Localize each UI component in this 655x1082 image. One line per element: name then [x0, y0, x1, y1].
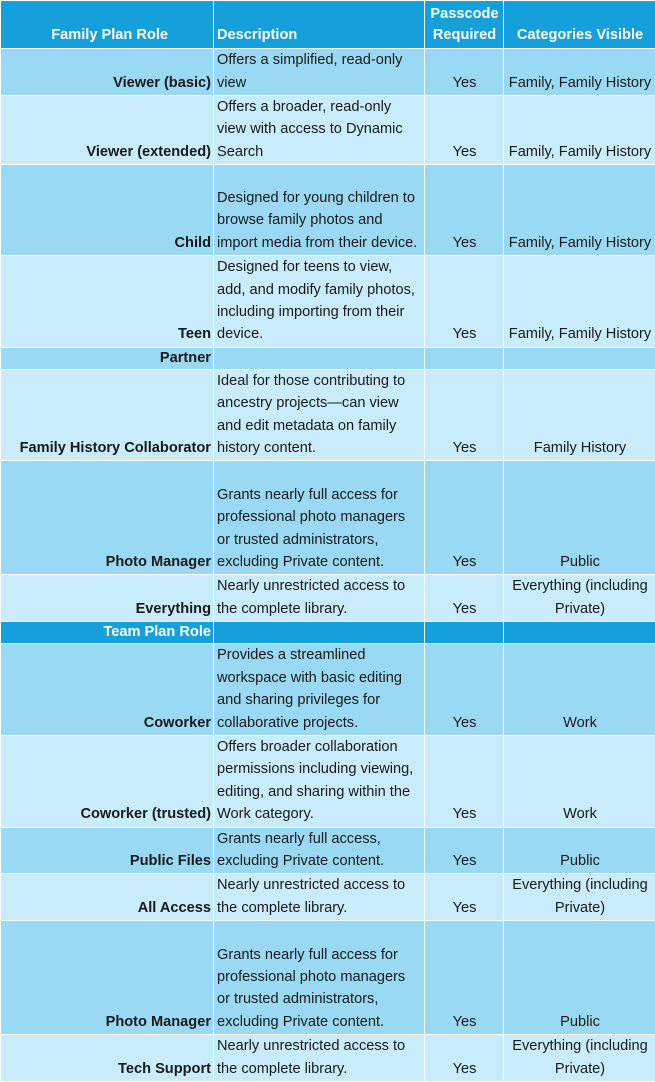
- role-cell: Viewer (basic): [1, 49, 214, 96]
- role-cell: All Access: [1, 874, 214, 921]
- categories-cell: Everything (including Private): [504, 1035, 655, 1082]
- categories-cell: Work: [504, 735, 655, 827]
- passcode-cell: Yes: [425, 49, 504, 96]
- passcode-cell: Yes: [425, 96, 504, 165]
- passcode-cell: Yes: [425, 874, 504, 921]
- table-row: [1, 461, 655, 575]
- description-cell: Provides a streamlined workspace with basic editing and sharing privileges for collaborative projects.: [214, 644, 425, 736]
- passcode-cell: Yes: [425, 575, 504, 622]
- description-cell: Grants nearly full access for professional photo managers or trusted administrators, excluding Private content.: [214, 921, 425, 1035]
- passcode-cell: Yes: [425, 461, 504, 575]
- table-row: [1, 1035, 655, 1082]
- passcode-cell: Yes: [425, 369, 504, 461]
- passcode-cell: Yes: [425, 256, 504, 348]
- role-cell: Family History Collaborator: [1, 369, 214, 461]
- section-row-team: [1, 622, 655, 644]
- categories-cell: Public: [504, 461, 655, 575]
- role-cell: Photo Manager: [1, 461, 214, 575]
- description-cell: Designed for teens to view, add, and modify family photos, including importing from their device.: [214, 256, 425, 348]
- categories-cell: Family, Family History: [504, 49, 655, 96]
- description-cell: Offers a simplified, read-only view: [214, 49, 425, 96]
- description-cell: Nearly unrestricted access to the complete library.: [214, 575, 425, 622]
- role-cell: Everything: [1, 575, 214, 622]
- categories-cell: Family, Family History: [504, 256, 655, 348]
- description-cell: Nearly unrestricted access to the complete library.: [214, 1035, 425, 1082]
- section-label: Team Plan Role: [1, 622, 214, 644]
- categories-cell: Public: [504, 921, 655, 1035]
- role-cell: Coworker (trusted): [1, 735, 214, 827]
- description-cell: Designed for young children to browse family photos and import media from their device.: [214, 165, 425, 256]
- role-cell: Public Files: [1, 827, 214, 874]
- categories-cell: Everything (including Private): [504, 575, 655, 622]
- description-cell: Ideal for those contributing to ancestry projects—can view and edit metadata on family history content.: [214, 369, 425, 461]
- role-cell: Viewer (extended): [1, 96, 214, 165]
- categories-cell: Public: [504, 827, 655, 874]
- role-cell: Tech Support: [1, 1035, 214, 1082]
- table-row: [1, 874, 655, 921]
- description-cell: Offers a broader, read-only view with access to Dynamic Search: [214, 96, 425, 165]
- table-row: [1, 165, 655, 256]
- categories-cell: Everything (including Private): [504, 874, 655, 921]
- categories-cell: Family, Family History: [504, 96, 655, 165]
- header-categories: Categories Visible: [504, 1, 655, 49]
- header-description: Description: [214, 1, 425, 49]
- categories-cell: Work: [504, 644, 655, 736]
- table-row: [1, 735, 655, 827]
- description-cell: Grants nearly full access, excluding Private content.: [214, 827, 425, 874]
- description-cell: Nearly unrestricted access to the complete library.: [214, 874, 425, 921]
- section-row-partner: [1, 347, 655, 369]
- table-row: [1, 575, 655, 622]
- role-cell: Teen: [1, 256, 214, 348]
- table-row: [1, 369, 655, 461]
- table-row: [1, 96, 655, 165]
- categories-cell: Family, Family History: [504, 165, 655, 256]
- section-label: Partner: [1, 347, 214, 369]
- description-cell: Grants nearly full access for professional photo managers or trusted administrators, excluding Private content.: [214, 461, 425, 575]
- role-cell: Coworker: [1, 644, 214, 736]
- description-cell: Offers broader collaboration permissions including viewing, editing, and sharing within the Work category.: [214, 735, 425, 827]
- table-row: [1, 921, 655, 1035]
- table-row: [1, 256, 655, 348]
- table-row: [1, 49, 655, 96]
- role-cell: Photo Manager: [1, 921, 214, 1035]
- role-cell: Child: [1, 165, 214, 256]
- passcode-cell: Yes: [425, 921, 504, 1035]
- header-passcode: Passcode Required: [425, 1, 504, 49]
- header-row: [1, 1, 655, 49]
- header-role: Family Plan Role: [1, 1, 214, 49]
- table-row: [1, 644, 655, 736]
- passcode-cell: Yes: [425, 1035, 504, 1082]
- passcode-cell: Yes: [425, 827, 504, 874]
- table-row: [1, 827, 655, 874]
- passcode-cell: Yes: [425, 644, 504, 736]
- categories-cell: Family History: [504, 369, 655, 461]
- passcode-cell: Yes: [425, 165, 504, 256]
- passcode-cell: Yes: [425, 735, 504, 827]
